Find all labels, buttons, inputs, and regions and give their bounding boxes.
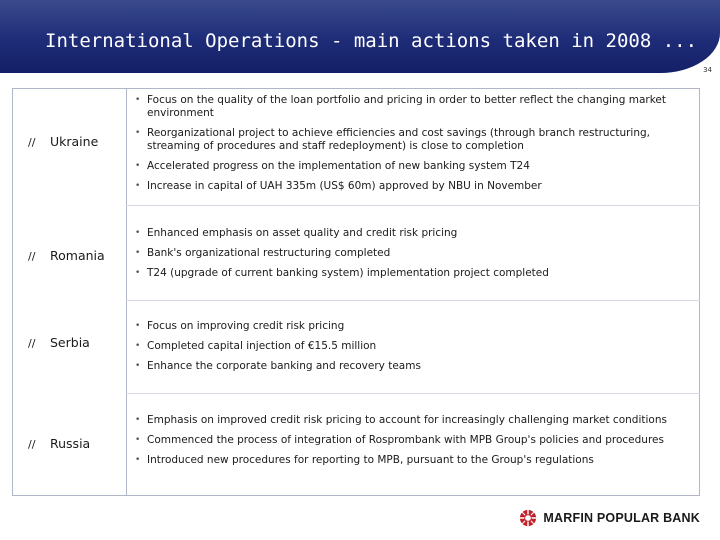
country-name: Romania <box>50 248 105 263</box>
country-name: Russia <box>50 436 91 451</box>
section-marker: // <box>28 337 36 350</box>
marfin-logo-icon <box>519 509 537 527</box>
list-item: • Emphasis on improved credit risk pricing to account for increasingly challenging market conditions <box>135 414 667 426</box>
page-title: International Operations - main actions taken in 2008 ... <box>45 30 698 52</box>
title-bar <box>0 0 720 73</box>
section-marker: // <box>28 438 36 451</box>
country-name: Ukraine <box>50 134 99 149</box>
list-item: • Increase in capital of UAH 335m (US$ 60m) approved by NBU in November <box>135 180 542 192</box>
section-marker: // <box>28 250 36 263</box>
list-item: • Commenced the process of integration of Rosprombank with MPB Group's policies and procedures <box>135 434 664 446</box>
country-label-romania <box>28 248 105 263</box>
list-item: • Completed capital injection of €15.5 million <box>135 340 377 352</box>
list-item: • Reorganizational project to achieve efficiencies and cost savings (through branch restructuring, streaming of procedures and staff redeployment) is close to completion <box>135 127 650 152</box>
country-label-russia <box>28 436 90 451</box>
country-label-ukraine <box>28 134 98 149</box>
list-item: • Focus on improving credit risk pricing <box>135 320 345 332</box>
romania-bullets <box>134 227 694 287</box>
list-item: • Enhanced emphasis on asset quality and credit risk pricing <box>135 227 458 239</box>
list-item: • Bank's organizational restructuring completed <box>135 247 391 259</box>
logo-text: MARFIN POPULAR BANK <box>543 511 700 525</box>
russia-bullets <box>134 414 694 474</box>
country-label-serbia <box>28 335 90 350</box>
section-marker: // <box>28 136 36 149</box>
list-item: • Focus on the quality of the loan portfolio and pricing in order to better reflect the changing market environment <box>135 94 666 119</box>
section-divider <box>126 393 700 394</box>
section-divider <box>126 205 700 206</box>
column-divider <box>126 88 127 496</box>
section-divider <box>126 300 700 301</box>
company-logo <box>519 508 700 528</box>
serbia-bullets <box>134 320 694 380</box>
list-item: • Accelerated progress on the implementation of new banking system T24 <box>135 160 530 172</box>
list-item: • T24 (upgrade of current banking system) implementation project completed <box>135 267 549 279</box>
list-item: • Enhance the corporate banking and recovery teams <box>135 360 421 372</box>
page-number: 34 <box>703 66 712 74</box>
list-item: • Introduced new procedures for reporting to MPB, pursuant to the Group's regulations <box>135 454 594 466</box>
ukraine-bullets <box>134 94 694 200</box>
country-name: Serbia <box>50 335 90 350</box>
